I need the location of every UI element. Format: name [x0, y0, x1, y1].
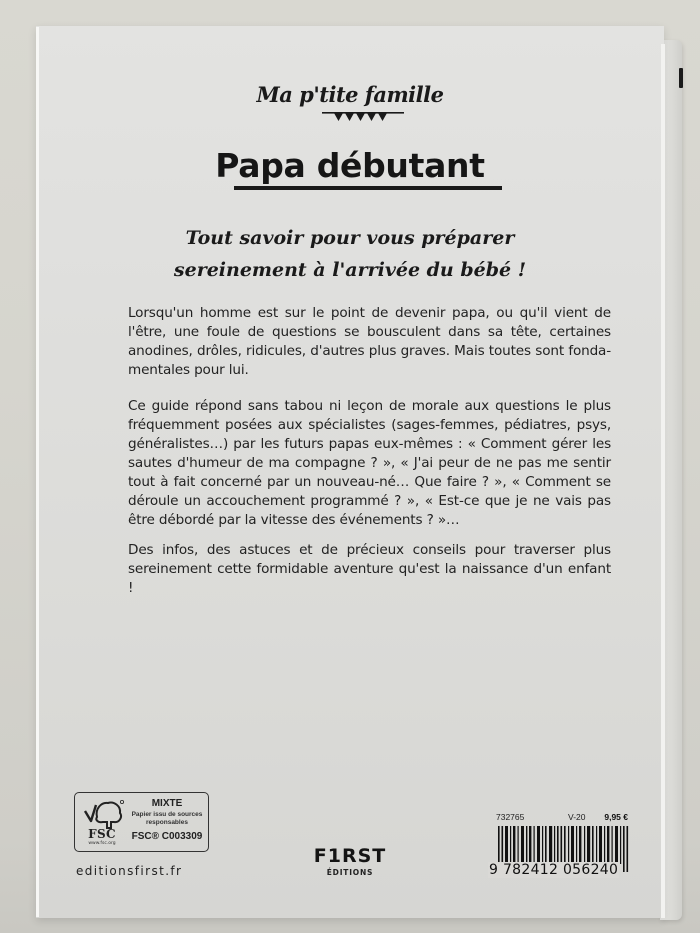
isbn-digits [488, 862, 638, 878]
barcode-block [489, 812, 632, 882]
bunting-decoration-icon [322, 112, 404, 126]
fsc-label: MIXTE [151, 798, 183, 809]
price: 9,95 € [604, 812, 628, 822]
book-title: Papa débutant [215, 146, 485, 185]
fsc-logo-text: FSC [88, 827, 116, 841]
series-title: Ma p'tite famille [256, 82, 444, 107]
blurb-paragraph-2: Ce guide répond sans tabou ni leçon de morale aux questions le plus fréquemment posées aux spécialistes (sages-femmes, pédiatres, psys, généralistes…) par les futurs papas eux-mêmes : « Comment gérer les sautes d'humeur de ma compagne ? », « J'ai peur de ne pas me sentir tout à fait concerné par un nouveau-né… Que faire ? », « Comment se déroule un accouchement programmé ? », « Est-ce que je ne vais pas être débordé par la vitesse des événements ? »… [128, 398, 611, 528]
publisher-subtitle: ÉDITIONS [326, 868, 374, 877]
title-underline [234, 186, 502, 190]
fsc-certification-label [74, 792, 209, 852]
fsc-code: FSC® C003309 [131, 831, 203, 842]
reference-number: 732765 [496, 812, 525, 822]
isbn-digits-text: 9 782412 056240 [489, 862, 619, 878]
publisher-logo: F1RST [313, 845, 387, 867]
fsc-url: www.fsc.org [88, 841, 116, 846]
version-code: V-20 [568, 812, 586, 822]
tagline [0, 222, 700, 286]
tagline-line-1: Tout savoir pour vous préparer [185, 227, 515, 249]
publisher-website: editionsfirst.fr [76, 864, 183, 878]
fsc-description: Papier issu de sources responsables [131, 811, 203, 826]
blurb-paragraph-3: Des infos, des astuces et de précieux conseils pour traverser plus sereinement cette formidable aventure qu'est la naissance d'un enfant ! [128, 542, 611, 596]
tagline-line-2: sereinement à l'arrivée du bébé ! [173, 259, 527, 281]
blurb-paragraph-1: Lorsqu'un homme est sur le point de devenir papa, ou qu'il vient de l'être, une foule de questions se bousculent dans sa tête, certaines anodines, drôles, ridicules, d'autres plus graves. Mais toutes sont fonda-mentales pour lui. [128, 305, 611, 378]
